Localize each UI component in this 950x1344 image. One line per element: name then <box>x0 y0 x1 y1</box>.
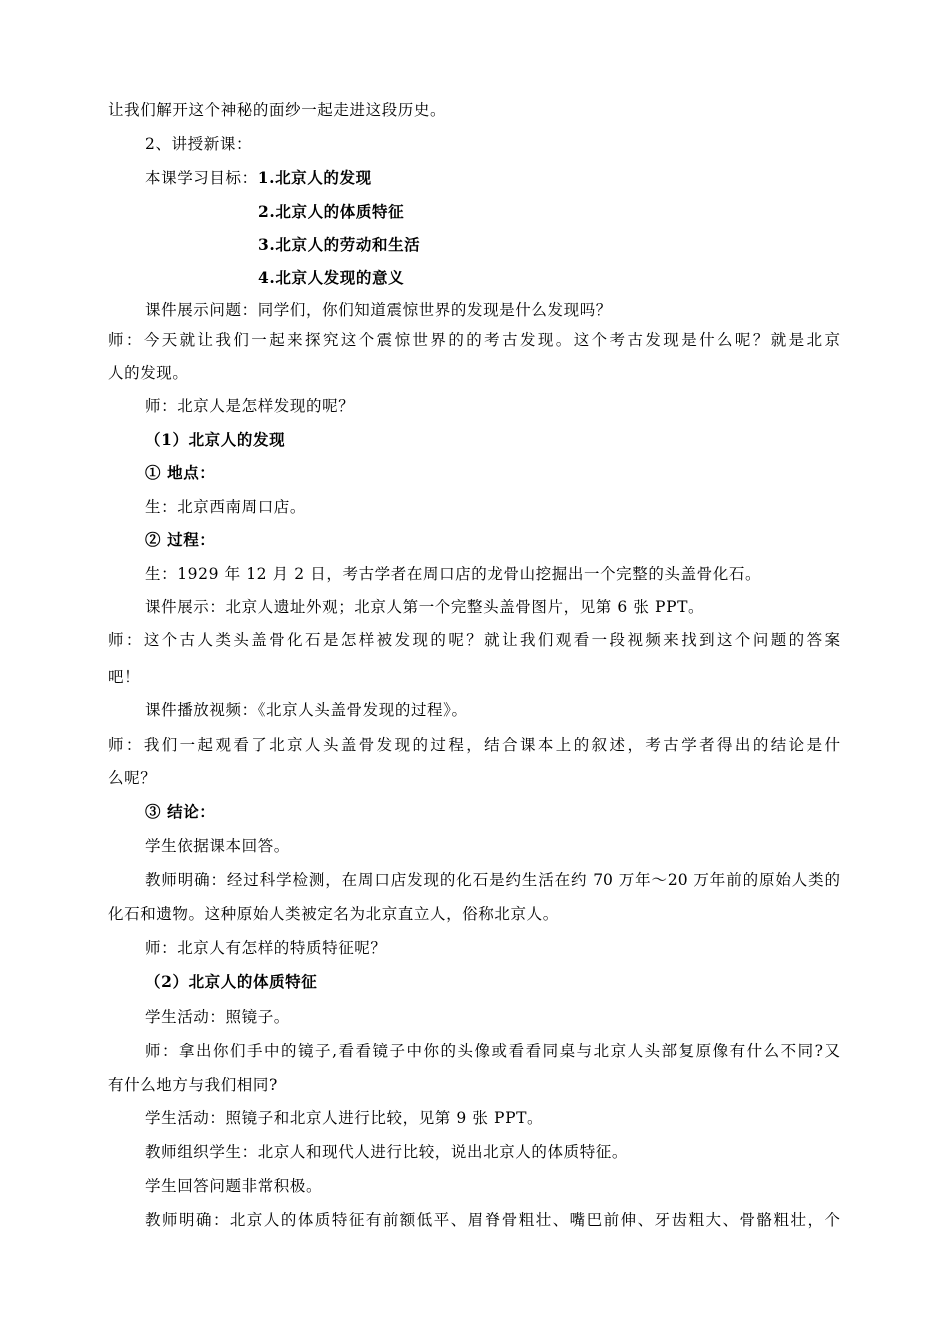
section-heading: 2、讲授新课： <box>145 135 253 153</box>
paragraph-line: 有什么地方与我们相同? <box>108 1076 278 1094</box>
paragraph-line: 学生活动：照镜子。 <box>145 1008 290 1026</box>
objective-item: 2.北京人的体质特征 <box>258 202 405 221</box>
paragraph-line: 师：北京人有怎样的特质特征呢？ <box>145 939 387 957</box>
point-heading: ③ 结论： <box>145 802 216 821</box>
subsection-heading: （2）北京人的体质特征 <box>145 972 318 991</box>
paragraph-line: 课件展示问题：同学们，你们知道震惊世界的发现是什么发现吗？ <box>145 301 612 319</box>
paragraph-line: 课件展示：北京人遗址外观；北京人第一个完整头盖骨图片，见第 6 张 PPT。 <box>145 598 705 616</box>
intro-line: 让我们解开这个神秘的面纱一起走进这段历史。 <box>108 101 447 119</box>
objective-item: 4.北京人发现的意义 <box>258 268 405 287</box>
paragraph-line: 教师明确：经过科学检测，在周口店发现的化石是约生活在约 70 万年～20 万年前的原始人类的 <box>145 871 840 889</box>
paragraph-line: 课件播放视频：《北京人头盖骨发现的过程》。 <box>145 701 468 719</box>
paragraph-line: 化石和遗物。这种原始人类被定名为北京直立人，俗称北京人。 <box>108 905 559 923</box>
objectives-line <box>145 168 372 188</box>
paragraph-line: 学生回答问题非常积极。 <box>145 1177 323 1195</box>
paragraph-line: 师：今天就让我们一起来探究这个震惊世界的的考古发现。这个考古发现是什么呢？就是北京 <box>108 331 840 349</box>
paragraph-line: 学生活动：照镜子和北京人进行比较，见第 9 张 PPT。 <box>145 1109 544 1127</box>
paragraph-line: 人的发现。 <box>108 364 189 382</box>
point-heading: ② 过程： <box>145 530 216 549</box>
paragraph-line: 教师明确：北京人的体质特征有前额低平、眉脊骨粗壮、嘴巴前伸、牙齿粗大、骨骼粗壮，个 <box>145 1211 840 1229</box>
paragraph-line: 师：我们一起观看了北京人头盖骨发现的过程，结合课本上的叙述，考古学者得出的结论是什 <box>108 736 840 754</box>
objectives-label: 本课学习目标： <box>145 169 258 187</box>
paragraph-line: 生：北京西南周口店。 <box>145 498 307 516</box>
subsection-heading: （1）北京人的发现 <box>145 430 286 449</box>
paragraph-line: 么呢？ <box>108 769 157 787</box>
objective-item: 1.北京人的发现 <box>257 168 372 187</box>
paragraph-line: 师：拿出你们手中的镜子,看看镜子中你的头像或看看同桌与北京人头部复原像有什么不同?又 <box>145 1042 840 1060</box>
objective-item: 3.北京人的劳动和生活 <box>258 235 421 254</box>
point-heading: ① 地点： <box>145 463 216 482</box>
paragraph-line: 师：这个古人类头盖骨化石是怎样被发现的呢？就让我们观看一段视频来找到这个问题的答案 <box>108 631 840 649</box>
paragraph-line: 吧！ <box>108 668 141 686</box>
paragraph-line: 学生依据课本回答。 <box>145 837 290 855</box>
paragraph-line: 师：北京人是怎样发现的呢？ <box>145 397 355 415</box>
paragraph-line: 教师组织学生：北京人和现代人进行比较，说出北京人的体质特征。 <box>145 1143 629 1161</box>
paragraph-line: 生：1929 年 12 月 2 日，考古学者在周口店的龙骨山挖掘出一个完整的头盖骨化石。 <box>145 565 762 583</box>
